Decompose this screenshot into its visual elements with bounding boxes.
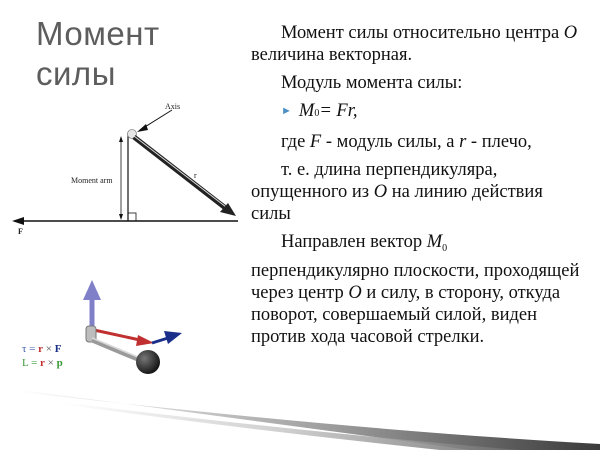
axis-pointer-arrow-icon: [137, 124, 148, 132]
paragraph-2: Модуль момента силы:: [281, 73, 463, 93]
paragraph-3: где F - модуль силы, а r - плечо,: [281, 132, 532, 152]
moment-arm-label: Moment arm: [71, 176, 113, 185]
eq-symbol: =: [28, 357, 41, 369]
decorative-swoosh: [20, 390, 600, 450]
rod: [92, 340, 140, 360]
force-vector-arrow-icon: [164, 331, 182, 344]
cross-symbol: ×: [44, 357, 57, 369]
angular-momentum-formula: [22, 357, 63, 369]
torque-formula: [22, 343, 61, 355]
torque-vector-illustration: [83, 280, 182, 374]
force-label: F: [18, 227, 23, 236]
l-symbol: L: [22, 357, 29, 369]
force-vector-line: [152, 338, 168, 343]
dimension-arrow-bottom-icon: [119, 214, 123, 220]
f-symbol: F: [54, 343, 62, 355]
dimension-arrow-top-icon: [119, 136, 123, 142]
paragraph-1: Момент силы относительно центра O величина векторная.: [251, 23, 578, 65]
torque-vector-arrow-icon: [83, 280, 101, 300]
ball: [136, 350, 160, 374]
formula-subscript: 0: [314, 108, 320, 119]
position-vector-line: [94, 330, 140, 340]
r-vector-highlight: [134, 136, 226, 207]
p-symbol: p: [56, 357, 63, 369]
r-label: r: [194, 171, 197, 180]
force-arrow-icon: [12, 217, 24, 225]
rod-highlight: [92, 338, 140, 358]
moment-arm-diagram: [12, 102, 238, 236]
r-symbol: r: [38, 343, 44, 355]
paragraph-4: т. е. длина перпендикуляра, опущенного из O на линию действия силы: [251, 160, 543, 224]
tau-symbol: τ: [22, 343, 27, 355]
right-angle-mark: [128, 213, 136, 221]
axis-label: Axis: [165, 102, 181, 111]
slide-title: Момент силы: [36, 15, 160, 92]
cross-symbol: ×: [43, 343, 55, 355]
formula-rhs: = Fr,: [319, 101, 358, 121]
formula-lhs: M: [298, 101, 315, 121]
r-symbol: r: [40, 357, 45, 369]
position-vector-arrow-icon: [136, 335, 154, 346]
paragraph-5: Направлен вектор $M_0$ перпендикулярно плоскости, проходящей через центр O и силу, в сторону, откуда поворот, совершаемый силой, виден против хода часовой стрелки.: [251, 232, 580, 347]
r-vector-line: [134, 137, 228, 210]
eq-symbol: =: [26, 343, 39, 355]
bullet-arrow-icon: ►: [281, 105, 292, 117]
